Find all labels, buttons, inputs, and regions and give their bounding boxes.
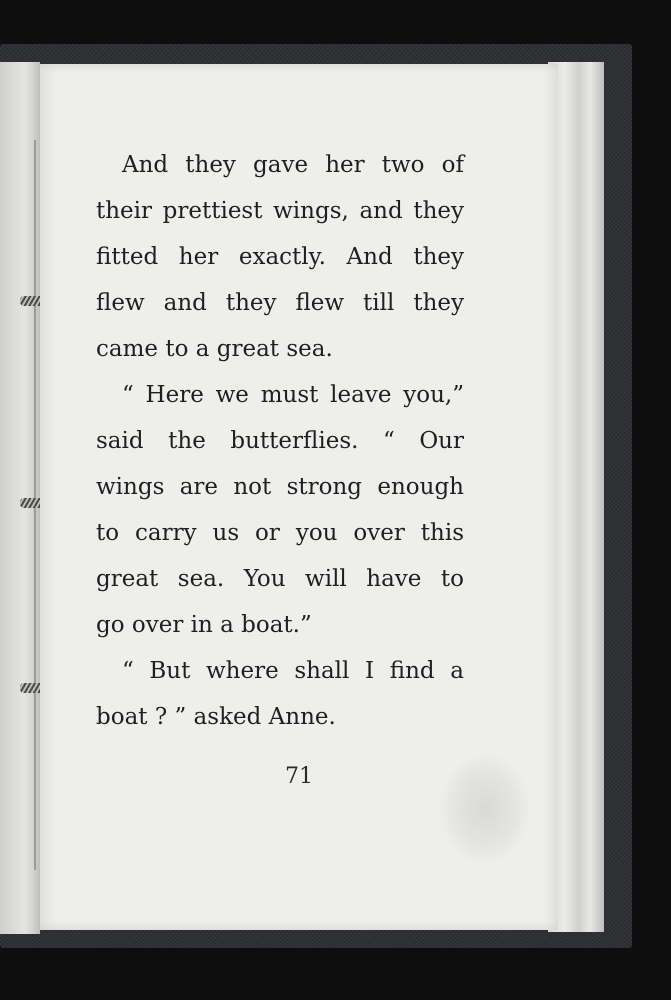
text-line: to carry us or you over this <box>96 520 464 546</box>
text-line: “ Here we must leave you,” <box>122 382 464 408</box>
text-line: boat ? ” asked Anne. <box>96 704 336 730</box>
text-line: flew and they flew till they <box>96 290 464 316</box>
text-line: their prettiest wings, and they <box>96 198 464 224</box>
text-line: said the butterflies. “ Our <box>96 428 464 454</box>
page-number: 71 <box>285 764 313 789</box>
text-line: wings are not strong enough <box>96 474 464 500</box>
text-line: And they gave her two of <box>122 152 464 178</box>
text-line: go over in a boat.” <box>96 612 312 638</box>
text-line: great sea. You will have to <box>96 566 464 592</box>
text-line: came to a great sea. <box>96 336 333 362</box>
text-line: fitted her exactly. And they <box>96 244 464 270</box>
page-text <box>96 142 464 740</box>
book-page <box>40 64 558 930</box>
text-line: “ But where shall I find a <box>122 658 464 684</box>
